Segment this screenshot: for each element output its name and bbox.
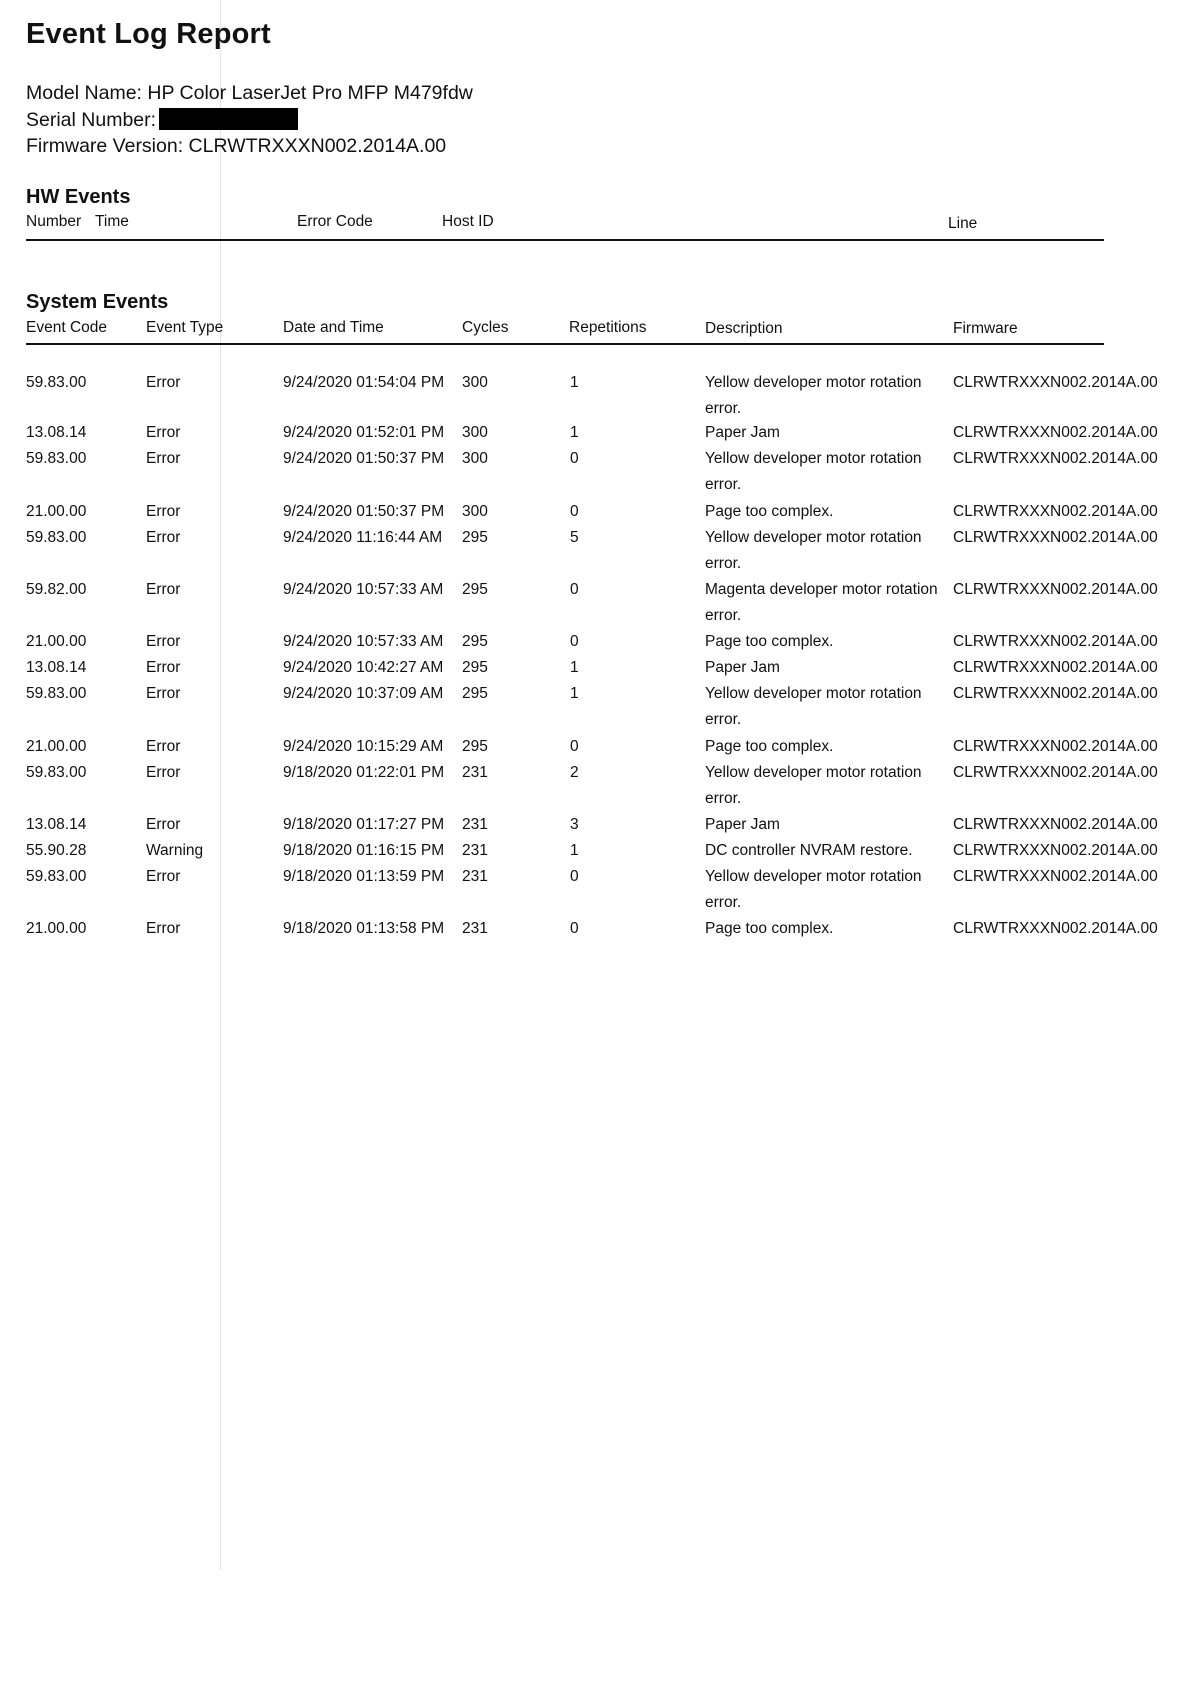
cell-date-time: 9/24/2020 10:42:27 AM — [283, 659, 444, 676]
hw-header-time: Time — [95, 213, 129, 230]
cell-description: Yellow developer motor rotation error. — [705, 764, 922, 807]
cell-event-type: Error — [146, 503, 181, 520]
cell-repetitions: 0 — [570, 868, 579, 885]
hw-header-error-code: Error Code — [297, 213, 373, 230]
cell-repetitions: 3 — [570, 816, 579, 833]
sys-header-event-type: Event Type — [146, 319, 224, 336]
cell-event-type: Error — [146, 738, 181, 755]
cell-event-type: Error — [146, 659, 181, 676]
cell-date-time: 9/24/2020 01:50:37 PM — [283, 450, 445, 467]
cell-description: Yellow developer motor rotation error. — [705, 868, 922, 911]
cell-description: Paper Jam — [705, 816, 780, 833]
cell-event-type: Error — [146, 920, 181, 937]
table-row — [0, 838, 1189, 864]
cell-date-time: 9/24/2020 01:52:01 PM — [283, 424, 445, 441]
cell-description: Page too complex. — [705, 920, 834, 937]
cell-cycles: 231 — [462, 920, 488, 937]
cell-event-type: Error — [146, 685, 181, 702]
sys-header-date-time: Date and Time — [283, 319, 384, 336]
cell-firmware: CLRWTRXXXN002.2014A.00 — [953, 503, 1158, 520]
cell-description: Page too complex. — [705, 503, 834, 520]
hw-header-number: Number — [26, 213, 82, 230]
cell-date-time: 9/18/2020 01:13:59 PM — [283, 868, 445, 885]
sys-header-description: Description — [705, 320, 783, 337]
cell-repetitions: 0 — [570, 450, 579, 467]
cell-firmware: CLRWTRXXXN002.2014A.00 — [953, 581, 1158, 598]
cell-repetitions: 1 — [570, 685, 579, 702]
cell-cycles: 300 — [462, 374, 488, 391]
cell-event-code: 59.83.00 — [26, 764, 87, 781]
cell-date-time: 9/18/2020 01:13:58 PM — [283, 920, 445, 937]
table-row — [0, 446, 1189, 493]
firmware-version: Firmware Version: CLRWTRXXXN002.2014A.00 — [26, 135, 447, 157]
cell-firmware: CLRWTRXXXN002.2014A.00 — [953, 842, 1158, 859]
cell-description: Page too complex. — [705, 633, 834, 650]
cell-repetitions: 1 — [570, 842, 579, 859]
cell-repetitions: 1 — [570, 659, 579, 676]
cell-firmware: CLRWTRXXXN002.2014A.00 — [953, 374, 1158, 391]
cell-date-time: 9/24/2020 01:50:37 PM — [283, 503, 445, 520]
cell-date-time: 9/24/2020 10:57:33 AM — [283, 581, 444, 598]
cell-repetitions: 2 — [570, 764, 579, 781]
cell-event-type: Error — [146, 816, 181, 833]
cell-description: Yellow developer motor rotation error. — [705, 450, 922, 493]
cell-description: Yellow developer motor rotation error. — [705, 374, 922, 417]
cell-cycles: 295 — [462, 659, 488, 676]
table-row — [0, 916, 1189, 942]
cell-event-type: Error — [146, 424, 181, 441]
sys-header-event-code: Event Code — [26, 319, 107, 336]
cell-event-type: Error — [146, 764, 181, 781]
cell-date-time: 9/24/2020 10:37:09 AM — [283, 685, 444, 702]
table-row — [0, 370, 1189, 417]
cell-repetitions: 1 — [570, 374, 579, 391]
cell-cycles: 300 — [462, 503, 488, 520]
table-row — [0, 420, 1189, 446]
cell-firmware: CLRWTRXXXN002.2014A.00 — [953, 738, 1158, 755]
cell-description: DC controller NVRAM restore. — [705, 842, 913, 859]
cell-firmware: CLRWTRXXXN002.2014A.00 — [953, 633, 1158, 650]
cell-description: Yellow developer motor rotation error. — [705, 529, 922, 572]
cell-event-type: Error — [146, 868, 181, 885]
sys-header-firmware: Firmware — [953, 320, 1018, 337]
cell-event-code: 59.83.00 — [26, 529, 87, 546]
cell-date-time: 9/24/2020 11:16:44 AM — [283, 529, 443, 546]
report-title: Event Log Report — [26, 18, 271, 50]
hw-header-host-id: Host ID — [442, 213, 494, 230]
cell-description: Paper Jam — [705, 659, 780, 676]
cell-date-time: 9/24/2020 01:54:04 PM — [283, 374, 445, 391]
cell-repetitions: 0 — [570, 581, 579, 598]
cell-event-code: 21.00.00 — [26, 738, 87, 755]
cell-description: Page too complex. — [705, 738, 834, 755]
table-row — [0, 734, 1189, 760]
cell-repetitions: 0 — [570, 738, 579, 755]
system-events-title: System Events — [26, 291, 169, 313]
table-row — [0, 760, 1189, 807]
cell-description: Yellow developer motor rotation error. — [705, 685, 922, 728]
cell-cycles: 300 — [462, 450, 488, 467]
table-row — [0, 864, 1189, 911]
cell-cycles: 295 — [462, 633, 488, 650]
cell-firmware: CLRWTRXXXN002.2014A.00 — [953, 659, 1158, 676]
cell-event-type: Error — [146, 374, 181, 391]
cell-event-code: 21.00.00 — [26, 633, 87, 650]
table-row — [0, 681, 1189, 728]
cell-repetitions: 5 — [570, 529, 579, 546]
cell-event-type: Error — [146, 581, 181, 598]
table-row — [0, 655, 1189, 681]
cell-event-code: 59.83.00 — [26, 374, 87, 391]
cell-repetitions: 0 — [570, 503, 579, 520]
cell-event-code: 21.00.00 — [26, 920, 87, 937]
cell-date-time: 9/24/2020 10:15:29 AM — [283, 738, 444, 755]
cell-repetitions: 0 — [570, 920, 579, 937]
table-row — [0, 629, 1189, 655]
cell-firmware: CLRWTRXXXN002.2014A.00 — [953, 920, 1158, 937]
cell-firmware: CLRWTRXXXN002.2014A.00 — [953, 450, 1158, 467]
cell-event-type: Warning — [146, 842, 204, 859]
cell-cycles: 295 — [462, 685, 488, 702]
model-name: Model Name: HP Color LaserJet Pro MFP M479fdw — [26, 82, 473, 104]
cell-cycles: 300 — [462, 424, 488, 441]
cell-firmware: CLRWTRXXXN002.2014A.00 — [953, 764, 1158, 781]
cell-firmware: CLRWTRXXXN002.2014A.00 — [953, 685, 1158, 702]
cell-event-type: Error — [146, 529, 181, 546]
cell-event-code: 13.08.14 — [26, 816, 87, 833]
cell-event-code: 59.82.00 — [26, 581, 87, 598]
cell-cycles: 295 — [462, 738, 488, 755]
cell-date-time: 9/24/2020 10:57:33 AM — [283, 633, 444, 650]
cell-date-time: 9/18/2020 01:22:01 PM — [283, 764, 445, 781]
cell-event-code: 59.83.00 — [26, 450, 87, 467]
sys-header-repetitions: Repetitions — [569, 319, 647, 336]
table-row — [0, 525, 1189, 572]
hw-header-line: Line — [948, 215, 978, 232]
table-row — [0, 812, 1189, 838]
cell-firmware: CLRWTRXXXN002.2014A.00 — [953, 868, 1158, 885]
cell-firmware: CLRWTRXXXN002.2014A.00 — [953, 816, 1158, 833]
cell-event-type: Error — [146, 450, 181, 467]
cell-repetitions: 1 — [570, 424, 579, 441]
cell-description: Paper Jam — [705, 424, 780, 441]
cell-cycles: 231 — [462, 764, 488, 781]
cell-firmware: CLRWTRXXXN002.2014A.00 — [953, 529, 1158, 546]
cell-event-code: 13.08.14 — [26, 424, 87, 441]
cell-repetitions: 0 — [570, 633, 579, 650]
cell-date-time: 9/18/2020 01:16:15 PM — [283, 842, 445, 859]
cell-firmware: CLRWTRXXXN002.2014A.00 — [953, 424, 1158, 441]
cell-event-type: Error — [146, 633, 181, 650]
cell-cycles: 231 — [462, 842, 488, 859]
sys-header-cycles: Cycles — [462, 319, 509, 336]
cell-description: Magenta developer motor rotation error. — [705, 581, 938, 624]
cell-event-code: 59.83.00 — [26, 868, 87, 885]
cell-event-code: 55.90.28 — [26, 842, 87, 859]
serial-number-label: Serial Number: — [26, 109, 157, 131]
cell-event-code: 13.08.14 — [26, 659, 87, 676]
cell-cycles: 231 — [462, 816, 488, 833]
cell-cycles: 231 — [462, 868, 488, 885]
cell-event-code: 59.83.00 — [26, 685, 87, 702]
table-row — [0, 577, 1189, 624]
table-row — [0, 499, 1189, 525]
cell-event-code: 21.00.00 — [26, 503, 87, 520]
cell-cycles: 295 — [462, 529, 488, 546]
cell-cycles: 295 — [462, 581, 488, 598]
hw-events-title: HW Events — [26, 186, 131, 208]
cell-date-time: 9/18/2020 01:17:27 PM — [283, 816, 445, 833]
